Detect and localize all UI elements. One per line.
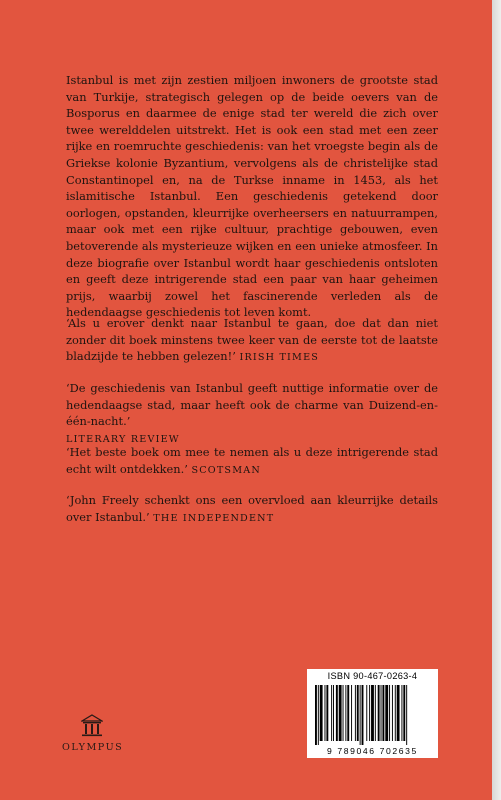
quote-source: THE INDEPENDENT [153, 512, 275, 524]
barcode-bar [378, 685, 380, 741]
barcode-bar [371, 685, 374, 741]
barcode-bar [357, 685, 359, 741]
publisher-logo [62, 714, 122, 753]
barcode-bar [385, 685, 388, 741]
quote-text: ‘Het beste boek om mee te nemen als u deze intrigerende stad echt wilt ontdekken.’ [66, 445, 438, 476]
barcode-bar [403, 685, 405, 741]
barcode-bar [395, 685, 396, 741]
blurb-text [66, 72, 438, 321]
barcode-bar [355, 685, 356, 741]
barcode-bar [320, 685, 323, 741]
barcode-bar [362, 685, 364, 745]
ean-number: 9 789046 702635 [327, 746, 418, 756]
quote-text: ‘John Freely schenkt ons een overvloed aan kleurrijke details over Istanbul.’ [66, 493, 438, 524]
barcode-bar [397, 685, 400, 741]
barcode-bar [360, 685, 361, 745]
publisher-name: OLYMPUS [62, 742, 124, 753]
barcode-bar [318, 685, 319, 745]
barcode-bar [326, 685, 328, 741]
barcode-bar [369, 685, 370, 741]
blurb-paragraph: Istanbul is met zijn zestien miljoen inwoners de grootste stad van Turkije, strategisch gelegen op de beide oevers van de Bosporus en daarmee de enige stad ter wereld die zich over twee werelddelen uitstrekt. Het is ook een stad met een zeer rijke en roemruchte geschiedenis: van het vroegste begin als de Griekse kolonie Byzantium, vervolgens als de christelijke stad Constantinopel en, na de Turkse inname in 1453, als het islamitische Istanbul. Een geschiedenis getekend door oorlogen, opstanden, kleurrijke overheersers en natuurrampen, maar ook met een rijke cultuur, prachtige gebouwen, even betoverende als mysterieuze wijken en een unieke atmosfeer. In deze biografie over Istanbul wordt haar geschiedenis ontsloten en geeft deze intrigerende stad een paar van haar geheimen prijs, waarbij zowel het fascinerende verleden als de hedendaagse geschiedenis tot leven komt. [66, 73, 438, 320]
barcode [307, 669, 438, 758]
barcode-bars [315, 685, 430, 745]
barcode-bar [382, 685, 384, 741]
barcode-bar [406, 685, 407, 745]
barcode-bar [351, 685, 352, 741]
barcode-bar [347, 685, 349, 741]
page-edge [492, 0, 501, 800]
quote-source: IRISH TIMES [239, 352, 320, 364]
review-quote [66, 492, 438, 527]
temple-columns-icon [81, 714, 103, 738]
review-quote [66, 315, 438, 367]
barcode-bar [339, 685, 342, 741]
barcode-bar [392, 685, 393, 741]
barcode-bar [345, 685, 346, 741]
barcode-bar [375, 685, 376, 741]
barcode-bar [333, 685, 334, 741]
barcode-bar [343, 685, 344, 741]
barcode-bar [325, 685, 326, 741]
quote-source: LITERARY REVIEW [66, 433, 180, 445]
quote-source: SCOTSMAN [191, 464, 261, 476]
barcode-bar [389, 685, 390, 741]
barcode-bar [401, 685, 402, 741]
quote-text: ‘Als u erover denkt naar Istanbul te gaan, doe dat dan niet zonder dit boek minstens twee keer van de eerste tot de laatste bladzijde te hebben gelezen!’ [66, 316, 438, 364]
review-quote [66, 444, 438, 479]
barcode-bar [315, 685, 317, 745]
quote-text: ‘De geschiedenis van Istanbul geeft nuttige informatie over de hedendaagse stad, maar heeft ook de charme van Duizend-en-één-nacht.’ [66, 381, 438, 429]
barcode-bar [366, 685, 367, 741]
barcode-bar [381, 685, 382, 741]
isbn-number: ISBN 90-467-0263-4 [327, 671, 418, 681]
barcode-bar [336, 685, 338, 741]
barcode-bar [331, 685, 332, 741]
review-quote [66, 380, 438, 448]
